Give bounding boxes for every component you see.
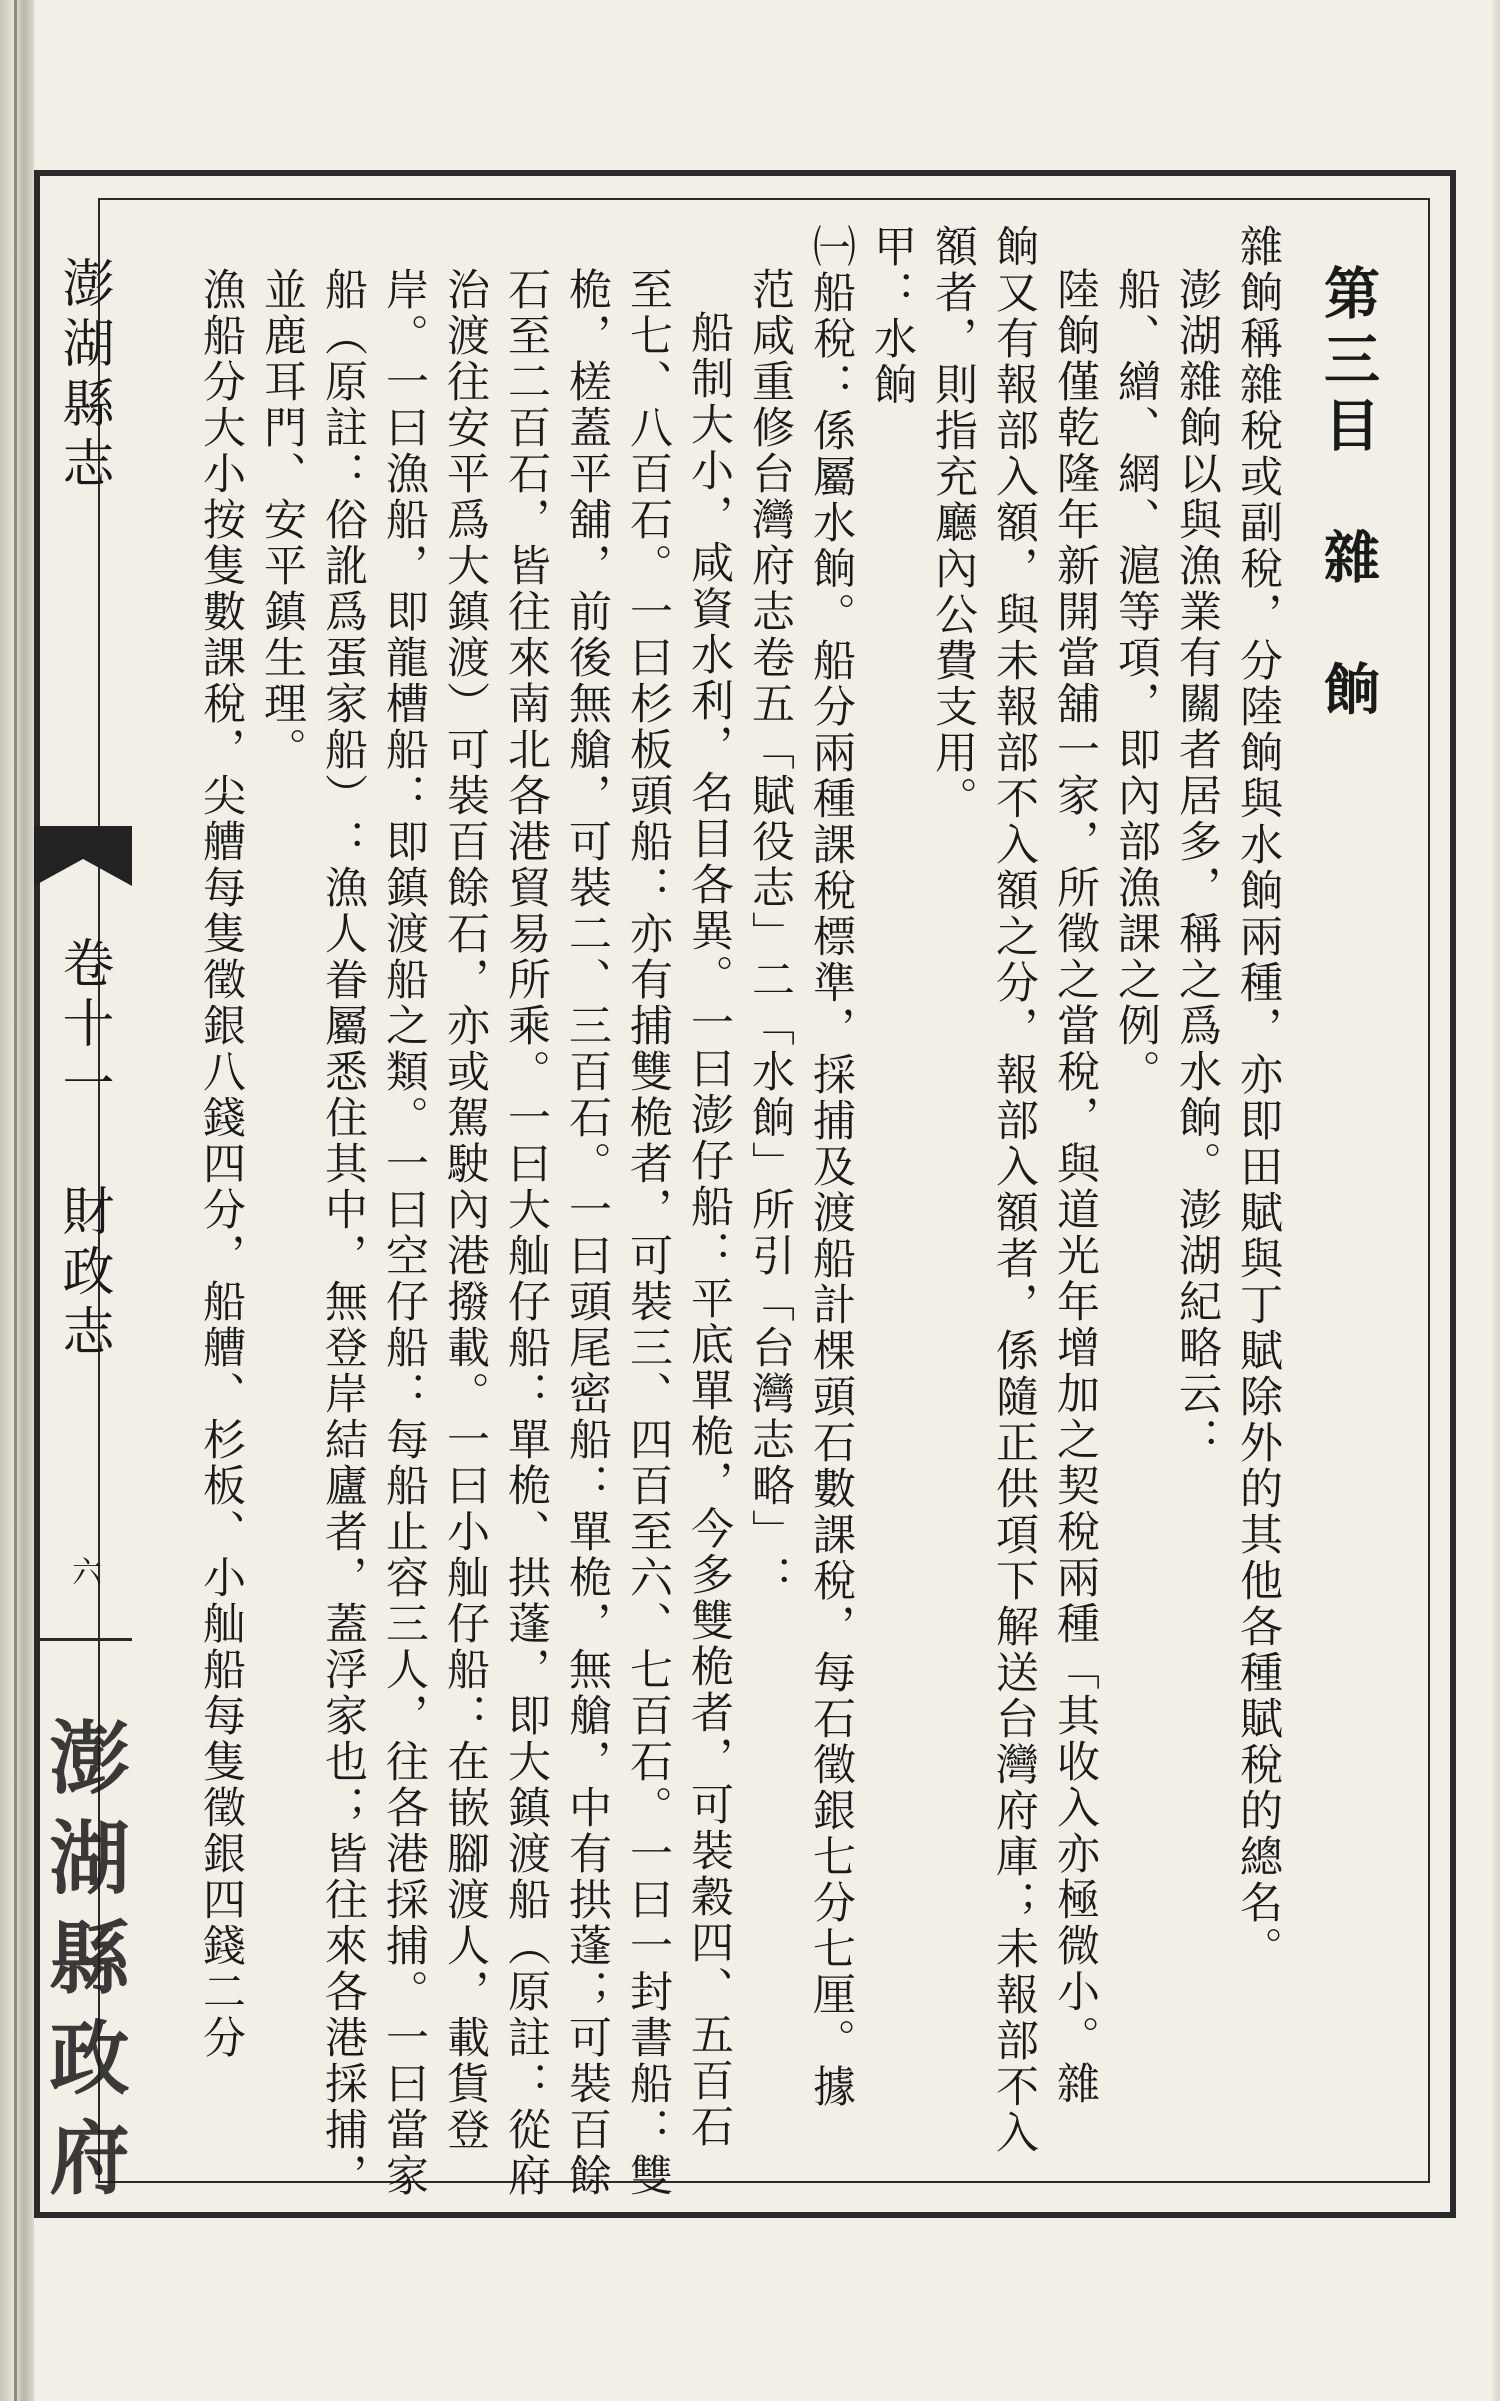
margin-rule [34, 1638, 132, 1641]
text-line: 岸。一曰漁船，即龍槽船：即鎮渡船之類。一曰空仔船：每船止容三人，往各港採捕。一曰當家 [379, 267, 429, 2199]
main-text-area [132, 204, 1422, 2199]
book-title: 澎湖縣志 [53, 256, 113, 496]
vertical-text-columns [190, 224, 1408, 2199]
text-line: 治渡往安平爲大鎮渡）可裝百餘石，亦或駕駛內港撥載。一曰小舢仔船：在嵌腳渡人，載貨登 [440, 267, 490, 2153]
text-line: 船（原註：俗訛爲蛋家船）：漁人眷屬悉住其中，無登岸結廬者，蓋浮家也；皆往來各港採捕， [318, 267, 368, 2199]
subsection-heading: 甲：水餉 [867, 224, 917, 408]
text-line: ㈠船稅：係屬水餉。船分兩種課稅標準，採捕及渡船計棵頭石數課稅，每石徵銀七分七厘。據 [806, 224, 856, 2110]
text-line: 陸餉僅乾隆年新開當舖一家，所徵之當稅，與道光年增加之契稅兩種「其收入亦極微小。雜 [1050, 267, 1100, 2107]
text-line: 石至二百石，皆往來南北各港貿易所乘。一曰大舢仔船：單桅、拱蓬，即大鎮渡船（原註：從府 [501, 267, 551, 2199]
text-line: 漁船分大小按隻數課稅，尖艚每隻徵銀八錢四分，船艚、杉板、小舢船每隻徵銀四錢二分 [196, 267, 246, 2061]
text-line: 范咸重修台灣府志卷五「賦役志」二「水餉」所引「台灣志略」： [745, 267, 795, 1601]
text-line: 並鹿耳門、安平鎮生理。 [257, 267, 307, 773]
fishtail-ornament [34, 826, 132, 886]
binding-line [14, 0, 17, 2401]
publisher-stamp: 澎湖縣政府 [36, 1716, 130, 2216]
text-line: 桅，槎蓋平舖，前後無艙，可裝二、三百石。一曰頭尾密船：單桅，無艙，中有拱蓬；可裝百餘 [562, 267, 612, 2199]
text-line: 額者，則指充廳內公費支用。 [928, 224, 978, 822]
text-line: 至七、八百石。一曰杉板頭船：亦有捕雙桅者，可裝三、四百至六、七百石。一曰一封書船：雙 [623, 267, 673, 2199]
chapter-title: 卷十一 財政志 [53, 936, 113, 1364]
text-line: 船制大小，咸資水利，名目各異。一曰澎仔船：平底單桅，今多雙桅者，可裝穀四、五百石 [684, 310, 734, 2150]
page-number: 六 [66, 1556, 101, 1594]
margin-column [34, 176, 132, 2216]
text-line: 餉又有報部入額，與未報部不入額之分，報部入額者，係隨正供項下解送台灣府庫；未報部不入 [989, 224, 1039, 2156]
binding-edge [0, 0, 34, 2401]
section-heading: 第三目 雜 餉 [1315, 264, 1381, 726]
text-line: 澎湖雜餉以與漁業有關者居多，稱之爲水餉。澎湖紀略云： [1172, 267, 1222, 1463]
page-edge [1492, 0, 1500, 2401]
text-line: 船、繒、網、滬等項，即內部漁課之例。 [1111, 267, 1161, 1095]
text-line: 雜餉稱雜稅或副稅，分陸餉與水餉兩種，亦即田賦與丁賦除外的其他各種賦稅的總名。 [1233, 224, 1283, 1972]
